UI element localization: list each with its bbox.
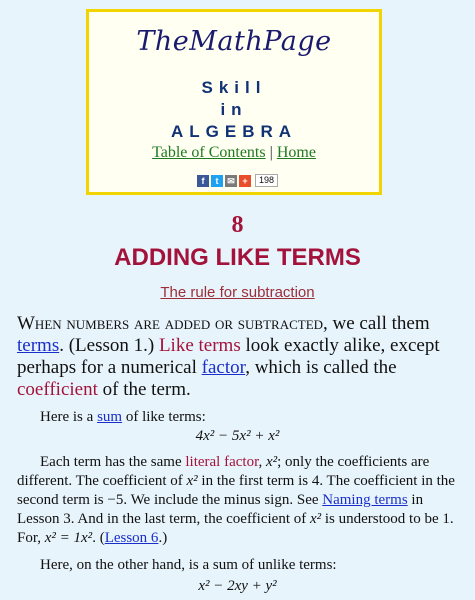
unlike-terms-paragraph: Here, on the other hand, is a sum of unlike terms: — [40, 557, 337, 573]
nav-links — [89, 144, 379, 162]
subtraction-rule-link[interactable]: The rule for subtraction — [160, 284, 315, 301]
intro-caps: When numbers are added or subtracted — [17, 313, 324, 334]
naming-terms-link[interactable]: Naming terms — [322, 492, 408, 508]
nav-separator: | — [269, 144, 273, 161]
like-terms-term: Like terms — [158, 335, 241, 356]
coefficient-paragraph: Each term has the same literal factor, x²; only the coefficients are different. The coefficient of x² in the first term is 4. The coefficient in the second term is −5. We include the minus sign. See Naming terms in Lesson 3. And in the last term, the coefficient of x² is understood to be 1. For, x² = 1x². (Lesson 6.) — [17, 454, 455, 546]
literal-factor-term: literal factor — [185, 454, 259, 470]
expression-like-terms: 4x² − 5x² + x² — [195, 428, 280, 444]
coefficient-term: coefficient — [17, 379, 98, 400]
rule-link-wrap — [0, 284, 475, 301]
share-count: 198 — [255, 174, 278, 187]
plus-share-icon[interactable]: + — [239, 175, 251, 187]
table-of-contents-link[interactable]: Table of Contents — [152, 144, 266, 161]
site-logo[interactable]: TheMathPage — [136, 26, 332, 57]
home-link[interactable]: Home — [276, 144, 316, 161]
page-title: ADDING LIKE TERMS — [114, 244, 361, 271]
sum-paragraph: Here is a sum of like terms: — [40, 409, 206, 425]
lesson-6-link[interactable]: Lesson 6 — [104, 530, 159, 546]
lesson-number: 8 — [231, 212, 244, 238]
intro-paragraph: When numbers are added or subtracted, we call them terms. (Lesson 1.) Like terms look exactly alike, except perhaps for a numerical factor, which is called the coefficient of the term. — [17, 313, 440, 400]
subtitle-skill: Skill — [201, 78, 267, 97]
twitter-icon[interactable]: t — [211, 175, 223, 187]
subtitle-algebra: ALGEBRA — [170, 122, 298, 141]
email-icon[interactable]: ✉ — [225, 175, 237, 187]
expression-unlike-terms: x² − 2xy + y² — [198, 578, 277, 594]
sum-link[interactable]: sum — [97, 409, 123, 425]
share-bar — [197, 174, 278, 187]
site-header — [86, 9, 382, 195]
facebook-icon[interactable]: f — [197, 175, 209, 187]
terms-link[interactable]: terms — [17, 335, 60, 356]
factor-link[interactable]: factor — [201, 357, 246, 378]
subtitle-in: in — [220, 100, 248, 119]
